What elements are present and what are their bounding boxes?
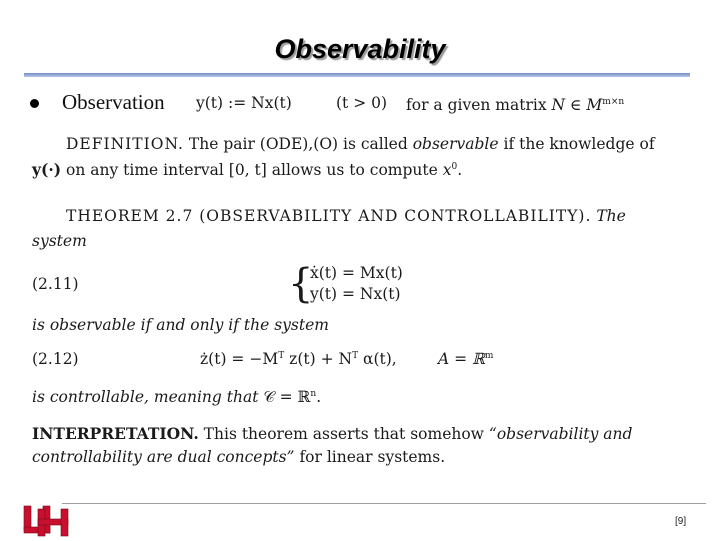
- definition-state-sup: 0: [451, 161, 458, 172]
- interpretation-line-2: [32, 448, 445, 466]
- interpretation-text-a: This theorem asserts that somehow: [203, 425, 484, 443]
- theorem-end-math: 𝒞 = ℝ: [263, 388, 311, 406]
- eq2-sup2: T: [352, 350, 359, 361]
- theorem-line-1: [66, 207, 626, 225]
- eq2-set-sup: m: [484, 350, 494, 361]
- matrix-text: for a given matrix: [406, 96, 547, 114]
- theorem-end-text: is controllable, meaning that: [32, 388, 259, 406]
- matrix-dims: m×n: [602, 96, 625, 107]
- definition-text-c: on any time interval: [66, 161, 224, 179]
- equation-2-11-label: (2.11): [32, 275, 79, 293]
- theorem-end-sup: n: [310, 388, 317, 399]
- interpretation-text-b: for linear systems.: [299, 448, 446, 466]
- observation-formula: y(t) := Nx(t): [196, 94, 292, 112]
- footer-divider: [62, 503, 706, 504]
- definition-text-b: if the knowledge of: [503, 135, 655, 153]
- definition-state: x: [442, 161, 452, 179]
- observation-condition: (t > 0): [336, 94, 388, 112]
- eq2-mid: z(t) + N: [289, 350, 353, 368]
- definition-end: .: [457, 161, 463, 179]
- eq2-lhs: ż(t) = −M: [200, 350, 279, 368]
- definition-output: y(·): [32, 160, 62, 179]
- theorem-line-2: system: [32, 232, 87, 250]
- bullet-label: Observation: [62, 90, 165, 114]
- uh-logo-icon: [22, 505, 70, 541]
- equation-2-11-brace: {: [288, 261, 314, 307]
- definition-interval: [0, t]: [228, 161, 267, 179]
- theorem-heading: THEOREM 2.7 (OBSERVABILITY AND CONTROLLABILITY).: [66, 207, 592, 225]
- eq2-rhs: α(t),: [363, 350, 397, 368]
- matrix-symbol: N ∈ M: [551, 96, 603, 114]
- slide-title: Observability: [274, 34, 446, 64]
- interpretation-emphasis-a: “observability and: [488, 425, 633, 443]
- equation-2-11-row-1: ẋ(t) = Mx(t): [310, 264, 403, 282]
- definition-text-a: The pair (ODE),(O) is called: [188, 135, 408, 153]
- theorem-heading-em: The: [596, 207, 626, 225]
- interpretation-line-1: [32, 424, 632, 443]
- theorem-mid-text: is observable if and only if the system: [32, 316, 329, 334]
- observation-matrix-text: [406, 96, 624, 114]
- bullet-dot-icon: [30, 99, 39, 108]
- eq2-set: A = ℝ: [438, 350, 485, 368]
- interpretation-heading: INTERPRETATION.: [32, 424, 199, 443]
- equation-2-11-row-2: y(t) = Nx(t): [310, 285, 401, 303]
- title-divider: [24, 73, 690, 77]
- definition-line-2: [32, 160, 462, 179]
- page-number: [9]: [675, 516, 687, 527]
- equation-2-12: [200, 350, 397, 368]
- eq2-sup1: T: [278, 350, 285, 361]
- definition-text-d: allows us to compute: [271, 161, 438, 179]
- definition-emphasis: observable: [412, 135, 499, 153]
- definition-heading: DEFINITION.: [66, 135, 184, 153]
- theorem-end: is controllable, meaning that 𝒞 = ℝ$^n$.: [32, 388, 322, 406]
- equation-2-12-set: [438, 350, 493, 368]
- definition-line-1: [66, 135, 655, 153]
- interpretation-emphasis-b: controllability are dual concepts”: [32, 448, 295, 466]
- equation-2-12-label: (2.12): [32, 350, 79, 368]
